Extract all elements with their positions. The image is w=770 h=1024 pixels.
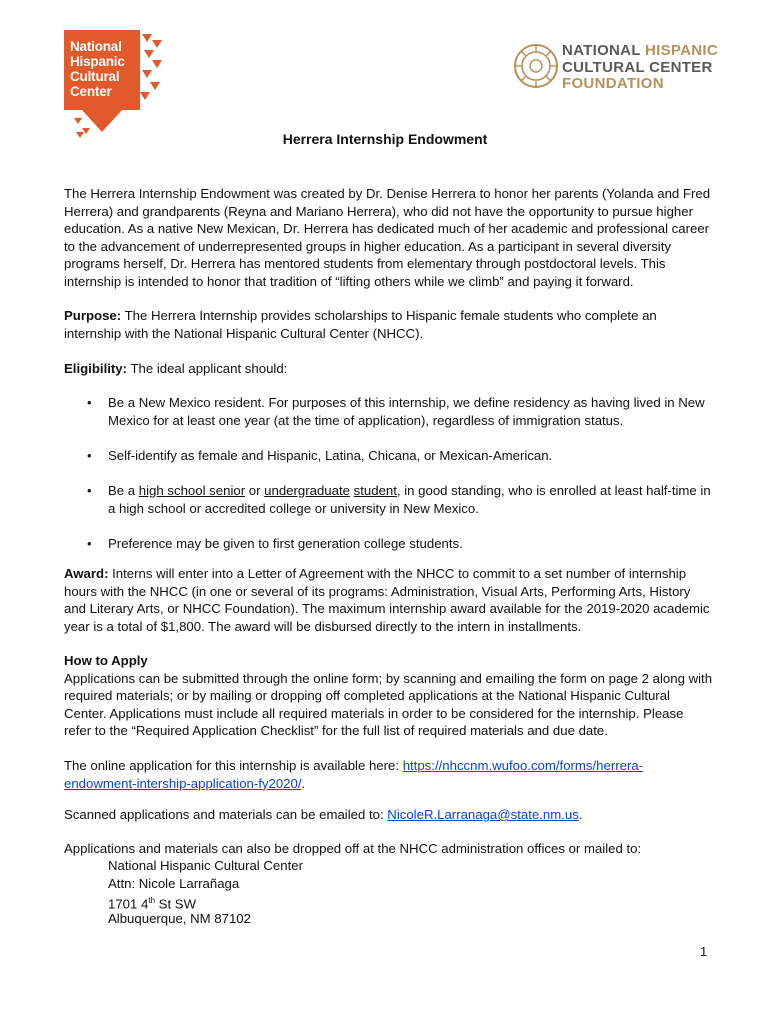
address-street-name: St SW: [155, 896, 197, 912]
bullet-text-student-d: , in good standing, who is enrolled at least half-time in a high school or accredited college or university in New Mexico.: [108, 482, 711, 516]
online-text: The online application for this internship is available here:: [64, 758, 403, 773]
eligibility-text: The ideal applicant should:: [127, 361, 288, 376]
purpose-label: Purpose:: [64, 308, 122, 323]
logo-foundation: FOUNDATION: [562, 75, 664, 92]
email-link[interactable]: NicoleR.Larranaga@state.nm.us: [387, 807, 579, 822]
underlined-student: student: [353, 482, 397, 498]
eligibility-label: Eligibility:: [64, 361, 128, 376]
foundation-seal-icon: [512, 42, 560, 90]
online-application-link[interactable]: https://nhccnm.wufoo.com/forms/herrera-endowment-intership-application-fy2020/: [64, 758, 644, 791]
email-end: .: [578, 807, 583, 822]
eligibility-paragraph: [64, 360, 714, 378]
bullet-icon: •: [87, 535, 92, 551]
logo-line-3: Cultural: [70, 69, 120, 84]
how-to-apply-text: Applications can be submitted through the online form; by scanning and emailing the form on page 2 along with required materials; or by mailing or dropping off completed applications at the National Hispanic Cultural Center. Applications must include all required materials in order to be considered for the internship. Please refer to the “Required Application Checklist” for the full list of required materials and due date.: [64, 670, 713, 739]
bullet-text-student-b: or: [245, 482, 265, 498]
purpose-text: The Herrera Internship provides scholarships to Hispanic female students who complete an internship with the National Hispanic Cultural Center (NHCC).: [64, 308, 657, 341]
bullet-icon: •: [87, 482, 92, 498]
award-label: Award:: [64, 566, 109, 581]
award-text: Interns will enter into a Letter of Agreement with the NHCC to commit to a set number of internship hours with the NHCC (in one or several of its programs: Administration, Visual Arts, Performing Arts, History and Literary Arts, or NHCC Foundation). The maximum internship award available for the 2019-2020 academic year is a total of $1,800. The award will be disbursed directly to the intern in installments.: [64, 566, 710, 634]
nhcc-logo: [64, 30, 164, 140]
list-item: [64, 482, 714, 517]
eligibility-list: [64, 394, 714, 552]
address-line-1: National Hispanic Cultural Center: [108, 858, 303, 873]
how-to-apply-heading: How to Apply: [64, 653, 148, 668]
purpose-paragraph: [64, 307, 714, 342]
list-item: [64, 535, 714, 553]
underlined-high-school-senior: high school senior: [138, 482, 246, 498]
page-number: 1: [700, 944, 708, 959]
address-line-4: Albuquerque, NM 87102: [108, 910, 251, 926]
bullet-icon: •: [87, 395, 92, 410]
online-application-paragraph: [64, 757, 714, 792]
bullet-text-first-generation: Preference may be given to first generation college students.: [108, 535, 463, 551]
email-paragraph: [64, 806, 714, 824]
bullet-text-student-a: Be a: [108, 482, 139, 498]
award-paragraph: [64, 565, 714, 635]
address-line-2: Attn: Nicole Larrañaga: [108, 875, 240, 891]
logo-line-4: Center: [70, 84, 112, 99]
intro-paragraph: The Herrera Internship Endowment was created by Dr. Denise Herrera to honor her parents (Yolanda and Fred Herrera) and grandparents (Reyna and Mariano Herrera), who did not have the opportunity to pursue higher education. As a native New Mexican, Dr. Herrera has dedicated much of her academic and professional career to the advancement of underrepresented groups in higher education. As a participant in several diversity programs herself, Dr. Herrera has mentored students from elementary through postdoctoral levels. This internship is intended to honor that tradition of “lifting others while we climb” and paying it forward.: [64, 186, 711, 289]
underlined-undergraduate: undergraduate: [264, 482, 350, 498]
logo-national: NATIONAL: [562, 42, 645, 59]
logo-cultural-center: CULTURAL CENTER: [562, 58, 713, 76]
list-item: [64, 447, 714, 465]
logo-line-2: Hispanic: [70, 54, 125, 69]
online-end: .: [301, 775, 306, 791]
logo-triangles-icon: [140, 30, 164, 140]
bullet-text-identity: Self-identify as female and Hispanic, Latina, Chicana, or Mexican-American.: [108, 447, 553, 463]
nhcc-foundation-logo: [512, 42, 722, 94]
email-text: Scanned applications and materials can be emailed to:: [64, 807, 388, 822]
mailing-address: [108, 857, 303, 927]
logo-line-1: National: [70, 39, 122, 54]
address-line-3: [108, 892, 303, 910]
foundation-logo-text: [562, 43, 718, 93]
list-item: [64, 394, 714, 429]
bullet-icon: •: [87, 447, 92, 463]
how-to-apply-section: [64, 652, 714, 740]
document-title: Herrera Internship Endowment: [282, 131, 488, 147]
address-street-number: 1701 4: [108, 896, 149, 912]
bullet-text-residency: Be a New Mexico resident. For purposes of this internship, we define residency as having lived in New Mexico for at least one year (at the time of application), regardless of immigration status.: [108, 395, 705, 428]
logo-text: [70, 39, 125, 99]
address-ordinal: th: [148, 896, 156, 906]
logo-hispanic: HISPANIC: [644, 42, 718, 59]
mail-paragraph: Applications and materials can also be dropped off at the NHCC administration offices or mailed to:: [64, 841, 642, 856]
